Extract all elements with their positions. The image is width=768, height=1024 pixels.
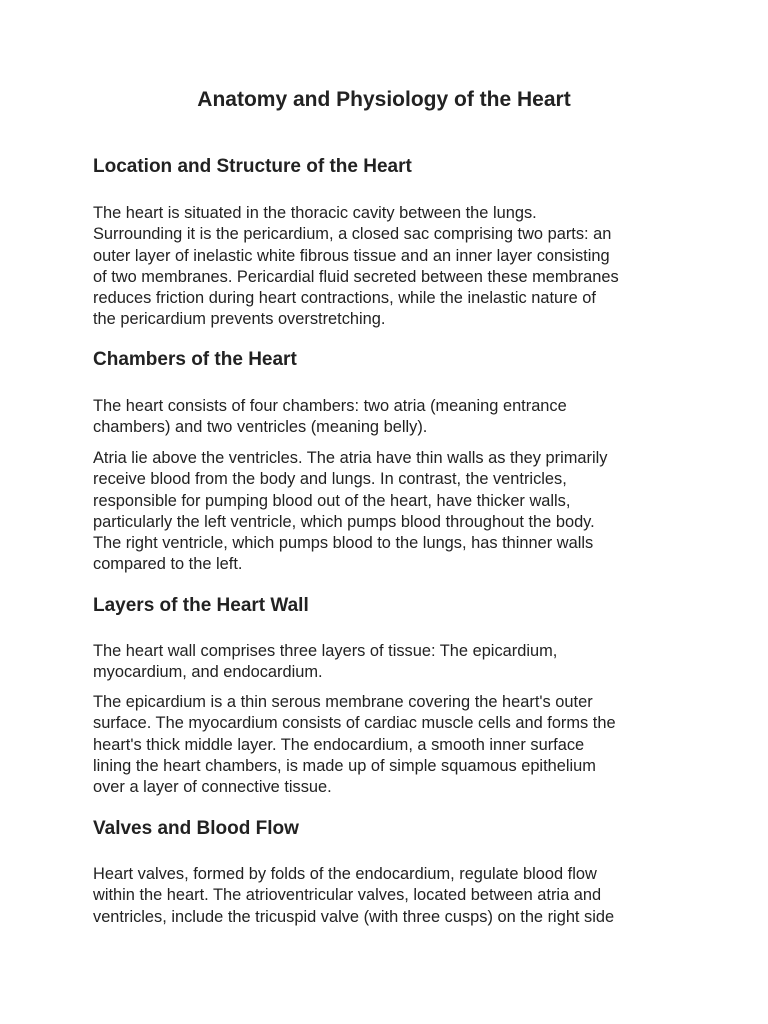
text-line: ventricles, include the tricuspid valve (with three cusps) on the right side [93, 907, 615, 926]
text-line: particularly the left ventricle, which pumps blood throughout the body. [93, 512, 595, 531]
text-line: Surrounding it is the pericardium, a closed sac comprising two parts: an [93, 225, 612, 244]
paragraph-valves [93, 864, 683, 928]
text-line: myocardium, and endocardium. [93, 663, 323, 682]
paragraph-chambers-intro [93, 396, 683, 439]
text-line: The heart is situated in the thoracic cavity between the lungs. [93, 204, 537, 222]
text-line: Heart valves, formed by folds of the endocardium, regulate blood flow [93, 865, 597, 883]
document-title: Anatomy and Physiology of the Heart [197, 88, 571, 111]
text-line: chambers) and two ventricles (meaning belly). [93, 418, 428, 437]
text-line: Atria lie above the ventricles. The atria have thin walls as they primarily [93, 449, 608, 467]
text-line: lining the heart chambers, is made up of simple squamous epithelium [93, 756, 596, 775]
text-line: the pericardium prevents overstretching. [93, 310, 386, 329]
text-line: compared to the left. [93, 555, 243, 574]
paragraph-chambers-detail [93, 448, 683, 576]
text-line: within the heart. The atrioventricular valves, located between atria and [93, 886, 602, 905]
text-line: over a layer of connective tissue. [93, 778, 332, 797]
text-line: outer layer of inelastic white fibrous tissue and an inner layer consisting [93, 246, 610, 265]
text-line: responsible for pumping blood out of the heart, have thicker walls, [93, 491, 571, 510]
text-line: The right ventricle, which pumps blood to the lungs, has thinner walls [93, 534, 594, 553]
text-line: surface. The myocardium consists of cardiac muscle cells and forms the [93, 714, 616, 733]
section-heading-chambers: Chambers of the Heart [93, 349, 297, 370]
text-line: The heart consists of four chambers: two atria (meaning entrance [93, 397, 567, 415]
paragraph-layers-detail [93, 692, 683, 798]
section-heading-layers: Layers of the Heart Wall [93, 595, 309, 616]
paragraph-layers-intro [93, 641, 683, 684]
text-line: The heart wall comprises three layers of tissue: The epicardium, [93, 642, 558, 660]
text-line: of two membranes. Pericardial fluid secreted between these membranes [93, 267, 619, 286]
text-line: The epicardium is a thin serous membrane covering the heart's outer [93, 693, 593, 711]
text-line: reduces friction during heart contractions, while the inelastic nature of [93, 289, 596, 308]
section-heading-location-structure: Location and Structure of the Heart [93, 156, 412, 177]
text-line: heart's thick middle layer. The endocardium, a smooth inner surface [93, 735, 585, 754]
section-heading-valves: Valves and Blood Flow [93, 818, 299, 839]
paragraph-location-structure [93, 203, 683, 331]
text-line: receive blood from the body and lungs. In contrast, the ventricles, [93, 470, 567, 489]
